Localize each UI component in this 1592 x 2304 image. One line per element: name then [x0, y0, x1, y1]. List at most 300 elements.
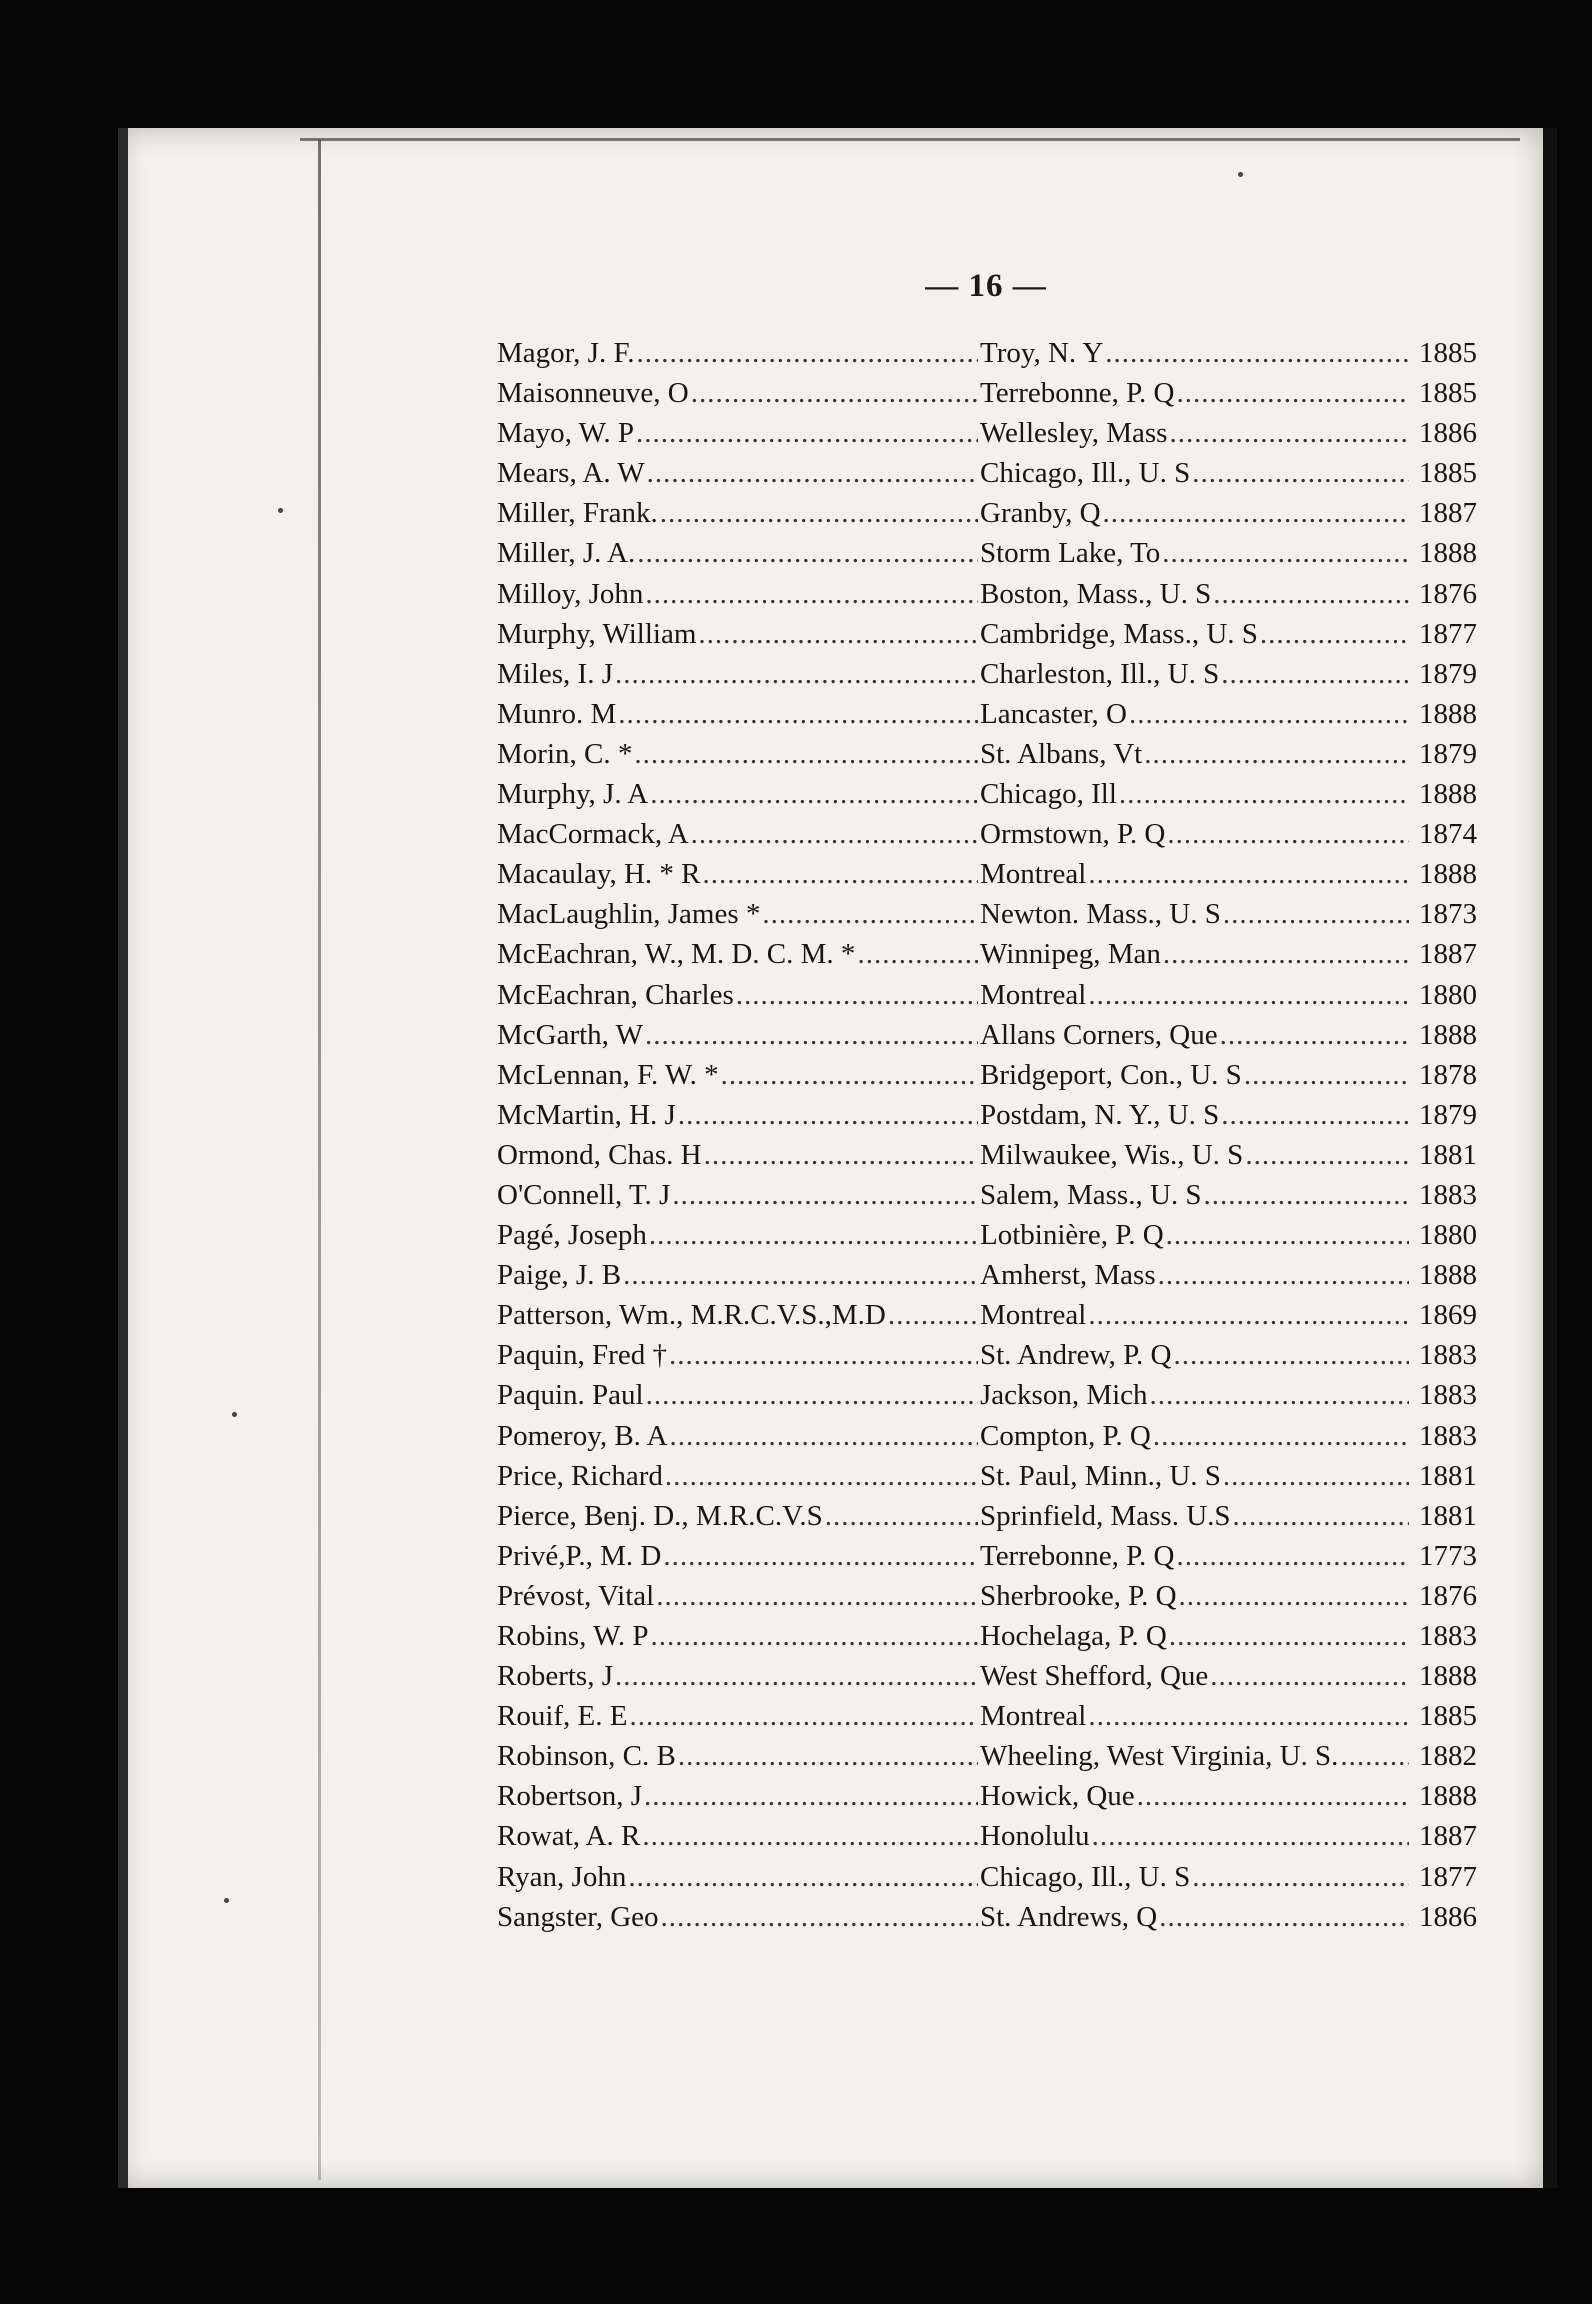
list-item — [497, 1420, 1477, 1460]
entry-name-column — [497, 1660, 980, 1693]
list-item — [497, 1580, 1477, 1620]
entry-year: 1879 — [1419, 737, 1477, 770]
leader-dots — [1221, 1099, 1409, 1132]
list-item — [497, 1259, 1477, 1299]
entry-name-column — [497, 1179, 980, 1212]
page-fold-line — [318, 140, 321, 2180]
entry-place: Salem, Mass., U. S — [980, 1178, 1202, 1211]
entry-name: Paquin. Paul — [497, 1379, 644, 1412]
entry-place-column — [980, 497, 1411, 530]
leader-dots — [1167, 818, 1409, 851]
entry-place-column — [980, 1580, 1411, 1613]
entry-place: Winnipeg, Man — [980, 938, 1161, 971]
entry-year: 1888 — [1419, 537, 1477, 570]
leader-dots — [1223, 898, 1409, 931]
entry-year: 1873 — [1419, 898, 1477, 931]
entry-name-column — [497, 1219, 980, 1252]
entry-name: Maisonneuve, O — [497, 377, 689, 410]
entry-place: West Shefford, Que — [980, 1660, 1209, 1693]
entry-year: 1881 — [1419, 1459, 1477, 1492]
leader-dots — [661, 1901, 978, 1934]
entry-place: Howick, Que — [980, 1780, 1135, 1813]
entry-name-column — [497, 1500, 980, 1533]
entry-name-column — [497, 1820, 980, 1853]
leader-dots — [704, 1139, 978, 1172]
entry-name-column — [497, 1259, 980, 1292]
entry-year: 1773 — [1419, 1539, 1477, 1572]
leader-dots — [663, 1540, 978, 1573]
leader-dots — [1159, 1901, 1409, 1934]
entry-name-column — [497, 1299, 980, 1332]
entry-name: Price, Richard — [497, 1459, 663, 1492]
entry-place: Sherbrooke, P. Q — [980, 1579, 1177, 1612]
entry-name-column — [497, 417, 980, 450]
entry-name-column — [497, 1460, 980, 1493]
entry-year: 1879 — [1419, 657, 1477, 690]
leader-dots — [1137, 1780, 1409, 1813]
page-top-border — [300, 138, 1520, 141]
list-item — [497, 698, 1477, 738]
list-item — [497, 537, 1477, 577]
leader-dots — [615, 1660, 978, 1693]
leader-dots — [1220, 1019, 1409, 1052]
entry-name: Sangster, Geo — [497, 1900, 659, 1933]
entry-name: Pagé, Joseph — [497, 1219, 647, 1252]
entry-name: Ryan, John — [497, 1860, 627, 1893]
leader-dots — [825, 1500, 978, 1533]
entry-year: 1888 — [1419, 697, 1477, 730]
entry-place: Sprinfield, Mass. U.S — [980, 1499, 1231, 1532]
entry-place: Allans Corners, Que — [980, 1018, 1218, 1051]
list-item — [497, 618, 1477, 658]
entry-place: Chicago, Ill., U. S — [980, 457, 1191, 490]
list-item — [497, 1299, 1477, 1339]
entry-place-column — [980, 1700, 1411, 1733]
leader-dots — [1176, 377, 1409, 410]
entry-name: Paige, J. B — [497, 1259, 622, 1292]
entry-year: 1888 — [1419, 858, 1477, 891]
entry-place-column — [980, 417, 1411, 450]
entry-place: Charleston, Ill., U. S — [980, 657, 1220, 690]
leader-dots — [762, 898, 978, 931]
entry-place: Wheeling, West Virginia, U. S. — [980, 1740, 1339, 1773]
leader-dots — [1166, 1219, 1409, 1252]
entry-place-column — [980, 1740, 1411, 1773]
list-item — [497, 1139, 1477, 1179]
list-item — [497, 658, 1477, 698]
leader-dots — [645, 578, 978, 611]
entry-name-column — [497, 457, 980, 490]
entry-year: 1881 — [1419, 1499, 1477, 1532]
leader-dots — [1221, 658, 1409, 691]
leader-dots — [1158, 1259, 1409, 1292]
leader-dots — [623, 1259, 978, 1292]
leader-dots — [1153, 1420, 1409, 1453]
entry-name-column — [497, 1420, 980, 1453]
entry-name-column — [497, 778, 980, 811]
entry-name: Magor, J. F. — [497, 337, 635, 369]
entry-name-column — [497, 1901, 980, 1934]
entry-place-column — [980, 618, 1411, 651]
entry-name-column — [497, 1139, 980, 1172]
entry-place: St. Albans, Vt — [980, 737, 1143, 770]
entry-year: 1883 — [1419, 1419, 1477, 1452]
entry-year: 1883 — [1419, 1379, 1477, 1412]
entry-place-column — [980, 1059, 1411, 1092]
list-item — [497, 898, 1477, 938]
entry-year: 1888 — [1419, 778, 1477, 811]
list-item — [497, 1780, 1477, 1820]
entry-place-column — [980, 1219, 1411, 1252]
entry-name: Rowat, A. R — [497, 1820, 641, 1853]
leader-dots — [888, 1299, 978, 1332]
entry-place: Honolulu — [980, 1820, 1090, 1853]
entry-name-column — [497, 1580, 980, 1613]
entry-name-column — [497, 938, 980, 971]
leader-dots — [1213, 578, 1409, 611]
entry-place: Storm Lake, To — [980, 537, 1161, 570]
entry-name: Murphy, J. A — [497, 778, 649, 811]
entry-name-column — [497, 1620, 980, 1653]
entry-name-column — [497, 1339, 980, 1372]
leader-dots — [1144, 738, 1409, 771]
entry-name-column — [497, 1379, 980, 1412]
list-item — [497, 1379, 1477, 1419]
entry-name: Murphy, William — [497, 617, 697, 650]
entry-name: Mears, A. W — [497, 457, 645, 490]
list-item — [497, 1620, 1477, 1660]
entry-place: Hochelaga, P. Q — [980, 1620, 1167, 1652]
entry-place: Chicago, Ill., U. S — [980, 1860, 1191, 1893]
leader-dots — [736, 979, 978, 1012]
entry-name: Robertson, J — [497, 1780, 642, 1813]
right-page-edge — [1543, 128, 1557, 2188]
leader-dots — [636, 417, 978, 450]
list-item — [497, 1660, 1477, 1700]
leader-dots — [669, 1339, 978, 1372]
leader-dots — [672, 1179, 978, 1212]
leader-dots — [665, 1460, 978, 1493]
entry-place-column — [980, 337, 1411, 370]
leader-dots — [615, 658, 978, 691]
entry-place-column — [980, 1780, 1411, 1813]
entry-name: Rouif, E. E — [497, 1700, 628, 1733]
entry-name-column — [497, 1059, 980, 1092]
leader-dots — [1162, 537, 1409, 570]
entry-name-column — [497, 1700, 980, 1733]
leader-dots — [1204, 1179, 1409, 1212]
list-item — [497, 818, 1477, 858]
entry-place-column — [980, 1500, 1411, 1533]
leader-dots — [1173, 1339, 1409, 1372]
entry-place: Terrebonne, P. Q — [980, 1539, 1175, 1572]
leader-dots — [857, 938, 978, 971]
entry-name-column — [497, 497, 980, 530]
page-number-text: — 16 — — [925, 268, 1047, 304]
entry-place-column — [980, 1379, 1411, 1412]
entry-place: St. Andrews, Q — [980, 1900, 1158, 1933]
entry-name: Munro. M — [497, 697, 617, 730]
entry-year: 1885 — [1419, 457, 1477, 490]
leader-dots — [1245, 1139, 1409, 1172]
entry-name-column — [497, 1780, 980, 1813]
entry-place: Wellesley, Mass — [980, 417, 1168, 450]
entry-place: Granby, Q — [980, 497, 1101, 530]
entry-year: 1887 — [1419, 938, 1477, 971]
leader-dots — [634, 738, 978, 771]
entry-year: 1886 — [1419, 1900, 1477, 1933]
entry-year: 1887 — [1419, 1820, 1477, 1853]
leader-dots — [670, 1420, 978, 1453]
leader-dots — [691, 377, 978, 410]
entry-place: Bridgeport, Con., U. S — [980, 1058, 1242, 1091]
leader-dots — [650, 778, 978, 811]
entry-name: Ormond, Chas. H — [497, 1138, 702, 1171]
entry-year: 1874 — [1419, 818, 1477, 851]
entry-name: Miles, I. J — [497, 657, 613, 690]
entry-place-column — [980, 778, 1411, 811]
entry-year: 1869 — [1419, 1299, 1477, 1332]
entry-place: St. Andrew, P. Q — [980, 1339, 1172, 1372]
entry-place: Montreal — [980, 1299, 1087, 1332]
entry-name: MacCormack, A — [497, 818, 689, 851]
entry-place-column — [980, 377, 1411, 410]
entry-place-column — [980, 898, 1411, 931]
leader-dots — [642, 1820, 978, 1853]
entry-name-column — [497, 818, 980, 851]
list-item — [497, 1460, 1477, 1500]
list-item — [497, 1219, 1477, 1259]
entry-name: Pierce, Benj. D., M.R.C.V.S — [497, 1499, 823, 1532]
entry-place: Newton. Mass., U. S — [980, 898, 1221, 931]
entry-name-column — [497, 537, 980, 570]
binding-edge — [118, 128, 128, 2188]
leader-dots — [628, 1861, 978, 1894]
leader-dots — [678, 1099, 978, 1132]
entry-place-column — [980, 1901, 1411, 1934]
list-item — [497, 858, 1477, 898]
leader-dots — [1192, 457, 1409, 490]
entry-name-column — [497, 1740, 980, 1773]
entry-name: McEachran, W., M. D. C. M. * — [497, 938, 856, 971]
entry-place-column — [980, 1861, 1411, 1894]
ink-speck — [1238, 172, 1243, 177]
ink-speck — [278, 508, 283, 513]
leader-dots — [721, 1059, 978, 1092]
leader-dots — [644, 1780, 978, 1813]
list-item — [497, 1861, 1477, 1901]
entry-place: St. Paul, Minn., U. S — [980, 1459, 1221, 1492]
entry-name-column — [497, 979, 980, 1012]
entry-place-column — [980, 1660, 1411, 1693]
entry-place: Boston, Mass., U. S — [980, 577, 1212, 610]
leader-dots — [702, 858, 978, 891]
entry-year: 1883 — [1419, 1178, 1477, 1211]
leader-dots — [647, 457, 978, 490]
entry-place-column — [980, 1019, 1411, 1052]
entry-place: Montreal — [980, 1700, 1087, 1733]
entry-name-column — [497, 858, 980, 891]
leader-dots — [1244, 1059, 1409, 1092]
list-item — [497, 497, 1477, 537]
entry-name-column — [497, 738, 980, 771]
entry-year: 1888 — [1419, 1660, 1477, 1693]
entry-name: Miller, Frank. — [497, 497, 658, 530]
entry-place-column — [980, 457, 1411, 490]
entry-year: 1888 — [1419, 1780, 1477, 1813]
list-item — [497, 1901, 1477, 1941]
entry-place-column — [980, 537, 1411, 570]
entry-year: 1878 — [1419, 1058, 1477, 1091]
entry-name: Patterson, Wm., M.R.C.V.S.,M.D — [497, 1299, 886, 1332]
entry-place-column — [980, 818, 1411, 851]
leader-dots — [645, 1019, 978, 1052]
leader-dots — [660, 497, 978, 530]
list-item — [497, 578, 1477, 618]
leader-dots — [1088, 858, 1409, 891]
list-item — [497, 1019, 1477, 1059]
entry-year: 1887 — [1419, 497, 1477, 530]
entry-place-column — [980, 698, 1411, 731]
page-number — [0, 268, 1592, 305]
entry-name-column — [497, 698, 980, 731]
leader-dots — [698, 618, 978, 651]
list-item — [497, 1179, 1477, 1219]
entry-year: 1879 — [1419, 1098, 1477, 1131]
leader-dots — [649, 1219, 978, 1252]
list-item — [497, 1059, 1477, 1099]
ink-speck — [224, 1898, 229, 1903]
entry-name: Macaulay, H. * R — [497, 858, 701, 891]
entry-name-column — [497, 1861, 980, 1894]
entry-place-column — [980, 1460, 1411, 1493]
entry-name-column — [497, 1019, 980, 1052]
entry-place-column — [980, 858, 1411, 891]
entry-name: Morin, C. * — [497, 737, 633, 770]
entry-year: 1883 — [1419, 1339, 1477, 1372]
entry-year: 1882 — [1419, 1740, 1477, 1773]
entry-place: Terrebonne, P. Q — [980, 377, 1175, 410]
entry-place-column — [980, 1420, 1411, 1453]
entry-place: Jackson, Mich — [980, 1379, 1148, 1412]
list-item — [497, 1540, 1477, 1580]
entry-name: Milloy, John — [497, 577, 644, 610]
entry-name-column — [497, 898, 980, 931]
entry-year: 1886 — [1419, 417, 1477, 450]
leader-dots — [1129, 698, 1409, 731]
entry-year: 1883 — [1419, 1620, 1477, 1652]
leader-dots — [1260, 618, 1409, 651]
list-item — [497, 778, 1477, 818]
list-item — [497, 337, 1477, 377]
leader-dots — [618, 698, 978, 731]
leader-dots — [691, 818, 978, 851]
entry-place-column — [980, 738, 1411, 771]
entry-name: Mayo, W. P — [497, 417, 634, 450]
entry-place: Montreal — [980, 858, 1087, 891]
entry-place: Chicago, Ill — [980, 778, 1117, 811]
entry-place-column — [980, 1620, 1411, 1653]
list-item — [497, 417, 1477, 457]
entry-place: Lotbinière, P. Q — [980, 1219, 1164, 1252]
leader-dots — [1210, 1660, 1409, 1693]
leader-dots — [1088, 1700, 1409, 1733]
entry-place-column — [980, 1139, 1411, 1172]
entry-year: 1881 — [1419, 1138, 1477, 1171]
entry-name-column — [497, 1540, 980, 1573]
list-item — [497, 938, 1477, 978]
entry-year: 1888 — [1419, 1259, 1477, 1292]
entry-name-column — [497, 658, 980, 691]
list-item — [497, 738, 1477, 778]
leader-dots — [1150, 1379, 1409, 1412]
leader-dots — [1163, 938, 1409, 971]
leader-dots — [1088, 1299, 1409, 1332]
entry-place-column — [980, 578, 1411, 611]
entry-name: MacLaughlin, James * — [497, 898, 761, 931]
entry-name: McEachran, Charles — [497, 978, 734, 1011]
entry-place-column — [980, 1540, 1411, 1573]
list-item — [497, 1099, 1477, 1139]
entry-name: McGarth, W — [497, 1018, 644, 1051]
leader-dots — [1169, 417, 1409, 450]
entry-place-column — [980, 1259, 1411, 1292]
leader-dots — [1340, 1740, 1409, 1773]
entry-year: 1885 — [1419, 377, 1477, 410]
list-item — [497, 1740, 1477, 1780]
entry-place: Montreal — [980, 978, 1087, 1011]
leader-dots — [1103, 497, 1409, 530]
entry-name-column — [497, 337, 980, 370]
entry-place-column — [980, 1339, 1411, 1372]
entry-name: O'Connell, T. J — [497, 1178, 671, 1211]
entry-year: 1885 — [1419, 337, 1477, 369]
entry-year: 1885 — [1419, 1700, 1477, 1733]
entry-place-column — [980, 979, 1411, 1012]
leader-dots — [1169, 1620, 1409, 1653]
leader-dots — [651, 1620, 979, 1653]
leader-dots — [1233, 1500, 1409, 1533]
entry-place: Cambridge, Mass., U. S — [980, 617, 1258, 650]
entry-year: 1876 — [1419, 577, 1477, 610]
entry-year: 1880 — [1419, 1219, 1477, 1252]
leader-dots — [637, 337, 979, 370]
entry-place: Lancaster, O — [980, 697, 1127, 730]
leader-dots — [637, 537, 978, 570]
entry-name-column — [497, 578, 980, 611]
leader-dots — [656, 1580, 978, 1613]
leader-dots — [630, 1700, 979, 1733]
leader-dots — [1088, 979, 1409, 1012]
leader-dots — [1223, 1460, 1409, 1493]
entry-name: Paquin, Fred † — [497, 1339, 667, 1372]
list-item — [497, 1820, 1477, 1860]
entry-year: 1877 — [1419, 617, 1477, 650]
entry-name: McMartin, H. J — [497, 1098, 676, 1131]
list-item — [497, 1339, 1477, 1379]
entry-place: Compton, P. Q — [980, 1419, 1151, 1452]
leader-dots — [1176, 1540, 1409, 1573]
entry-place: Amherst, Mass — [980, 1259, 1156, 1292]
entry-name: Prévost, Vital — [497, 1579, 655, 1612]
entry-place: Ormstown, P. Q — [980, 818, 1166, 851]
list-item — [497, 1700, 1477, 1740]
entry-name: Robins, W. P — [497, 1620, 649, 1652]
entry-name-column — [497, 1099, 980, 1132]
leader-dots — [1179, 1580, 1409, 1613]
entry-year: 1888 — [1419, 1018, 1477, 1051]
entry-name: Roberts, J — [497, 1660, 613, 1693]
